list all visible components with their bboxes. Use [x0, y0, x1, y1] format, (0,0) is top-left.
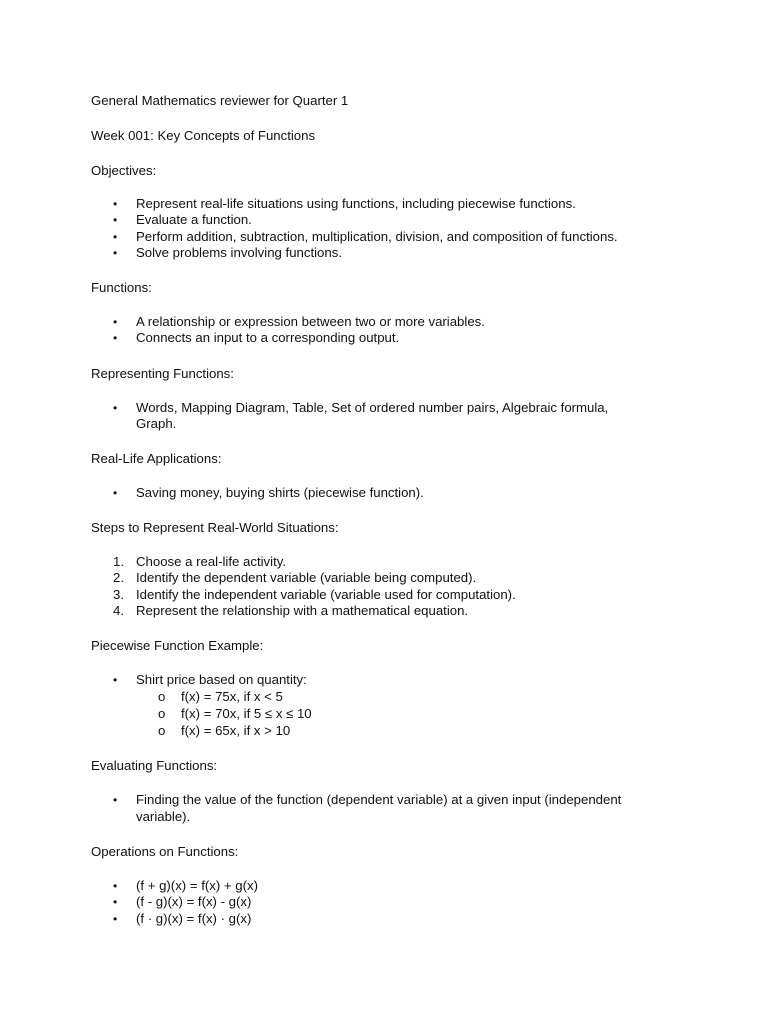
- step-item: Choose a real-life activity.: [136, 554, 287, 569]
- step-number: 3.: [113, 587, 124, 602]
- functions-heading: Functions:: [91, 280, 152, 295]
- step-item: Represent the relationship with a mathematical equation.: [136, 603, 469, 618]
- bullet-marker: •: [113, 197, 118, 211]
- piecewise-heading: Piecewise Function Example:: [91, 638, 264, 653]
- step-number: 4.: [113, 603, 124, 618]
- week-heading: Week 001: Key Concepts of Functions: [91, 128, 316, 143]
- applications-item: Saving money, buying shirts (piecewise function).: [136, 485, 424, 500]
- step-item: Identify the dependent variable (variable being computed).: [136, 570, 477, 585]
- sub-bullet-marker: o: [158, 706, 166, 721]
- bullet-marker: •: [113, 315, 118, 329]
- piecewise-sub-item: f(x) = 75x, if x < 5: [181, 689, 283, 704]
- representing-item-line2: Graph.: [136, 416, 177, 431]
- bullet-marker: •: [113, 912, 118, 926]
- piecewise-sub-item: f(x) = 70x, if 5 ≤ x ≤ 10: [181, 706, 312, 721]
- evaluating-item-line2: variable).: [136, 809, 191, 824]
- bullet-marker: •: [113, 246, 118, 260]
- bullet-marker: •: [113, 879, 118, 893]
- evaluating-heading: Evaluating Functions:: [91, 758, 218, 773]
- step-number: 1.: [113, 554, 124, 569]
- bullet-marker: •: [113, 213, 118, 227]
- operations-item: (f - g)(x) = f(x) - g(x): [136, 894, 252, 909]
- objective-item: Represent real-life situations using functions, including piecewise functions.: [136, 196, 576, 211]
- step-item: Identify the independent variable (variable used for computation).: [136, 587, 516, 602]
- bullet-marker: •: [113, 486, 118, 500]
- piecewise-item: Shirt price based on quantity:: [136, 672, 307, 687]
- operations-item: (f + g)(x) = f(x) + g(x): [136, 878, 258, 893]
- bullet-marker: •: [113, 895, 118, 909]
- bullet-marker: •: [113, 673, 118, 687]
- objective-item: Solve problems involving functions.: [136, 245, 342, 260]
- functions-item: Connects an input to a corresponding output.: [136, 330, 400, 345]
- bullet-marker: •: [113, 793, 118, 807]
- operations-item: (f · g)(x) = f(x) · g(x): [136, 911, 252, 926]
- objective-item: Evaluate a function.: [136, 212, 252, 227]
- objectives-heading: Objectives:: [91, 163, 157, 178]
- bullet-marker: •: [113, 401, 118, 415]
- document-title: General Mathematics reviewer for Quarter 1: [91, 93, 349, 108]
- bullet-marker: •: [113, 331, 118, 345]
- applications-heading: Real-Life Applications:: [91, 451, 222, 466]
- step-number: 2.: [113, 570, 124, 585]
- sub-bullet-marker: o: [158, 723, 166, 738]
- piecewise-sub-item: f(x) = 65x, if x > 10: [181, 723, 291, 738]
- representing-item-line1: Words, Mapping Diagram, Table, Set of ordered number pairs, Algebraic formula,: [136, 400, 609, 415]
- sub-bullet-marker: o: [158, 689, 166, 704]
- objective-item: Perform addition, subtraction, multiplication, division, and composition of functions.: [136, 229, 618, 244]
- representing-heading: Representing Functions:: [91, 366, 234, 381]
- functions-item: A relationship or expression between two or more variables.: [136, 314, 485, 329]
- operations-heading: Operations on Functions:: [91, 844, 239, 859]
- steps-heading: Steps to Represent Real-World Situations:: [91, 520, 339, 535]
- evaluating-item-line1: Finding the value of the function (dependent variable) at a given input (independent: [136, 792, 622, 807]
- bullet-marker: •: [113, 230, 118, 244]
